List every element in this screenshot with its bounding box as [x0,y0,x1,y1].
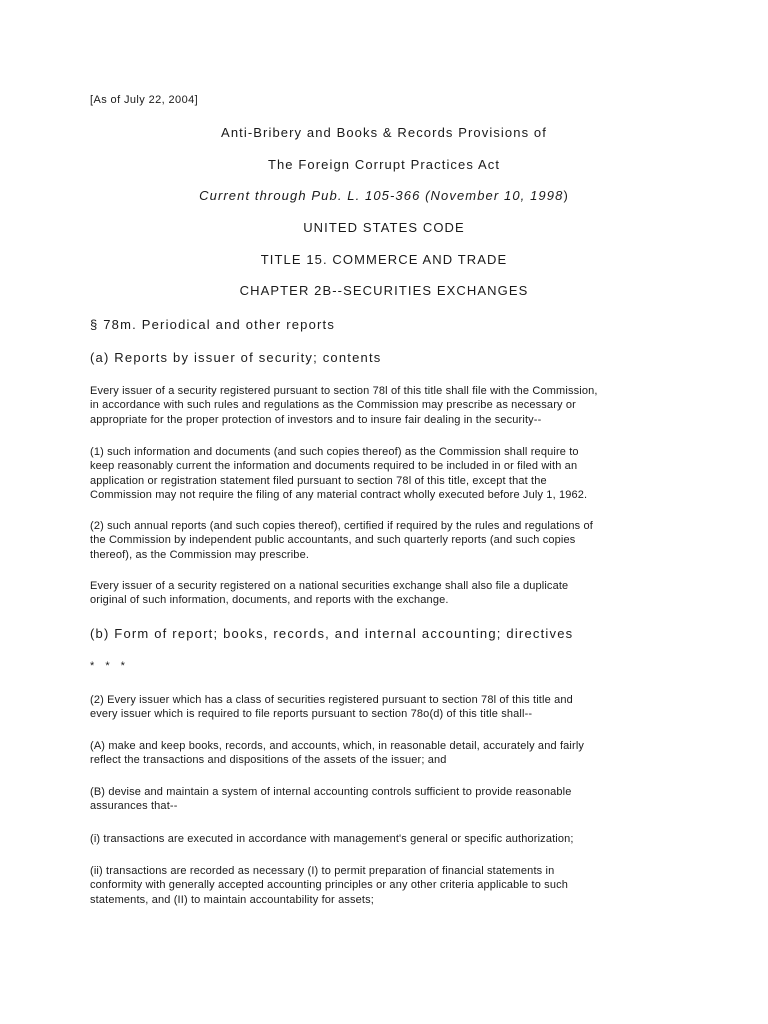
paragraph-line: original of such information, documents, and reports with the exchange. [90,594,449,607]
paragraph-line: (B) devise and maintain a system of internal accounting controls sufficient to provide reasonable [90,786,572,798]
title-heading: TITLE 15. COMMERCE AND TRADE [260,252,508,267]
as-of-date: [As of July 22, 2004] [90,94,199,106]
paragraph-line: statements, and (II) to maintain accountability for assets; [90,893,374,906]
section-heading: § 78m. Periodical and other reports [90,317,336,332]
subsection-b-heading: (b) Form of report; books, records, and internal accounting; directives [90,626,574,641]
paragraph-line: Every issuer of a security registered pursuant to section 78l of this title shall file with the Commission, [90,385,598,397]
paragraph-line: (2) Every issuer which has a class of securities registered pursuant to section 78l of this title and [90,694,573,706]
paragraph-line: keep reasonably current the information and documents required to be included in or filed with an [90,460,578,473]
paragraph-a-2 [90,519,690,562]
paragraph-line: reflect the transactions and dispositions of the assets of the issuer; and [90,754,447,767]
chapter-heading: CHAPTER 2B--SECURITIES EXCHANGES [239,283,529,298]
paragraph-line: Commission may not require the filing of any material contract wholly executed before July 1, 1962. [90,489,588,502]
document-title-line-1: Anti-Bribery and Books & Records Provisions of [221,125,547,140]
paragraph-line: application or registration statement filed pursuant to section 78l of this title, except that the [90,474,547,487]
paragraph-b-2 [90,693,690,722]
current-through-line [0,188,768,203]
paragraph-line: (ii) transactions are recorded as necessary (I) to permit preparation of financial statements in [90,865,555,877]
document-title-line-2: The Foreign Corrupt Practices Act [267,157,501,172]
paragraph-line: (A) make and keep books, records, and accounts, which, in reasonable detail, accurately and fairly [90,740,585,752]
current-through-italic: Current through Pub. L. 105-366 (November 10, 1998 [199,188,564,203]
paragraph-line: assurances that-- [90,800,178,813]
paragraph-a-exchange [90,579,690,608]
paragraph-b-2-a [90,739,690,768]
paragraph-line: (i) transactions are executed in accordance with management's general or specific authorization; [90,833,574,845]
paragraph-b-2-b-ii [90,864,690,907]
paragraph-b-2-b [90,785,690,814]
paragraph-line: appropriate for the proper protection of investors and to insure fair dealing in the security-- [90,413,542,426]
subsection-a-heading: (a) Reports by issuer of security; contents [90,350,382,365]
code-name: UNITED STATES CODE [303,220,465,235]
paragraph-a-1 [90,445,690,503]
current-through-close: ) [563,188,569,203]
paragraph-line: the Commission by independent public accountants, and such quarterly reports (and such copies [90,534,576,547]
paragraph-line: in accordance with such rules and regulations as the Commission may prescribe as necessary or [90,399,576,412]
paragraph-line: Every issuer of a security registered on a national securities exchange shall also file a duplicate [90,580,569,592]
ellipsis-stars: * * * [90,660,129,672]
paragraph-line: thereof), as the Commission may prescribe. [90,548,310,561]
paragraph-line: every issuer which is required to file reports pursuant to section 78o(d) of this title shall-- [90,708,533,721]
paragraph-a-intro [90,384,690,427]
paragraph-line: (2) such annual reports (and such copies thereof), certified if required by the rules and regulations of [90,520,593,532]
paragraph-line: conformity with generally accepted accounting principles or any other criteria applicable to such [90,879,569,892]
paragraph-b-2-b-i [90,832,690,846]
paragraph-line: (1) such information and documents (and such copies thereof) as the Commission shall require to [90,446,579,458]
